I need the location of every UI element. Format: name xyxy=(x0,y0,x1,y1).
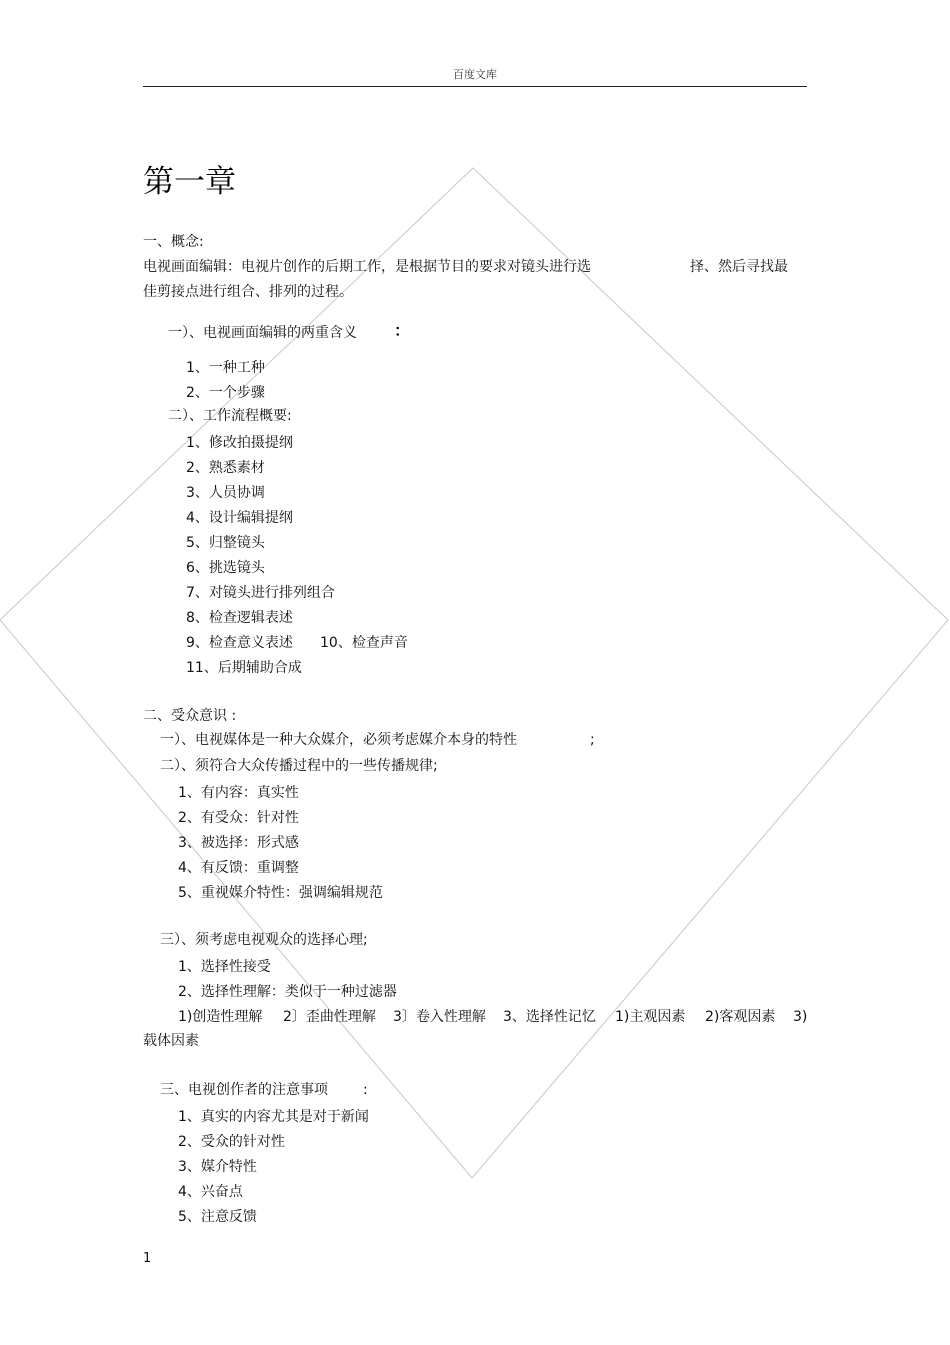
list-item-inline: 2)客观因素 xyxy=(705,1009,776,1025)
list-item: 5、注意反馈 xyxy=(178,1209,257,1225)
list-item: 1、一种工种 xyxy=(186,360,265,376)
list-item: 11、后期辅助合成 xyxy=(186,660,302,676)
list-item: 2、有受众：针对性 xyxy=(178,810,299,826)
list-item: 5、归整镜头 xyxy=(186,535,265,551)
sub2-heading: 二）、工作流程概要: xyxy=(168,408,292,424)
header-rule xyxy=(143,86,807,87)
list-item: 10、检查声音 xyxy=(320,635,408,651)
list-item: 2、选择性理解：类似于一种过滤器 xyxy=(178,984,397,1000)
list-item: 9、检查意义表述 xyxy=(186,635,293,651)
list-item-inline: 2〕歪曲性理解 xyxy=(283,1009,376,1025)
list-item-inline: 1)创造性理解 xyxy=(178,1009,263,1025)
list-item: 6、挑选镜头 xyxy=(186,560,265,576)
list-item: 5、重视媒介特性：强调编辑规范 xyxy=(178,885,383,901)
section1-heading: 一、概念: xyxy=(143,234,204,250)
section2-sub4-heading: 三、电视创作者的注意事项 xyxy=(160,1082,328,1098)
definition-line2: 佳剪接点进行组合、排列的过程。 xyxy=(143,284,353,300)
list-item: 3、媒介特性 xyxy=(178,1159,257,1175)
list-item-inline: 1)主观因素 xyxy=(615,1009,686,1025)
list-item: 2、熟悉素材 xyxy=(186,460,265,476)
section2-heading: 二、受众意识 : xyxy=(143,708,237,724)
list-item: 4、设计编辑提纲 xyxy=(186,510,293,526)
list-item: 3、被选择：形式感 xyxy=(178,835,299,851)
list-item: 8、检查逻辑表述 xyxy=(186,610,293,626)
sub1-heading: 一）、电视画面编辑的两重含义 xyxy=(168,325,357,341)
list-item: 2、一个步骤 xyxy=(186,385,265,401)
header-site-name: 百度文库 xyxy=(453,68,497,81)
list-item: 2、受众的针对性 xyxy=(178,1134,285,1150)
list-item: 1、有内容：真实性 xyxy=(178,785,299,801)
sub1-colon: ： xyxy=(394,321,411,340)
list-item-inline: 3〕卷入性理解 xyxy=(393,1009,486,1025)
chapter-title: 第一章 xyxy=(143,164,236,200)
section2-sub3-heading: 三）、须考虑电视观众的选择心理; xyxy=(160,932,368,948)
section2-sub1-end: ; xyxy=(590,732,595,748)
page-number: 1 xyxy=(143,1251,152,1266)
list-item-continuation: 载体因素 xyxy=(143,1033,199,1049)
section2-sub4-colon: : xyxy=(363,1082,368,1098)
definition-line1-end: 择、然后寻找最 xyxy=(690,259,788,275)
section2-sub2-heading: 二）、须符合大众传播过程中的一些传播规律; xyxy=(160,758,438,774)
list-item: 1、修改拍摄提纲 xyxy=(186,435,293,451)
list-item: 1、选择性接受 xyxy=(178,959,271,975)
list-item-inline: 3、选择性记忆 xyxy=(503,1009,596,1025)
list-item: 1、真实的内容尤其是对于新闻 xyxy=(178,1109,369,1125)
list-item: 3、人员协调 xyxy=(186,485,265,501)
list-item: 4、有反馈：重调整 xyxy=(178,860,299,876)
definition-line1: 电视画面编辑：电视片创作的后期工作，是根据节目的要求对镜头进行选 xyxy=(143,259,591,275)
list-item-inline: 3) xyxy=(793,1009,808,1025)
list-item: 7、对镜头进行排列组合 xyxy=(186,585,335,601)
list-item: 4、兴奋点 xyxy=(178,1184,243,1200)
section2-sub1: 一）、电视媒体是一种大众媒介，必须考虑媒介本身的特性 xyxy=(160,732,517,748)
